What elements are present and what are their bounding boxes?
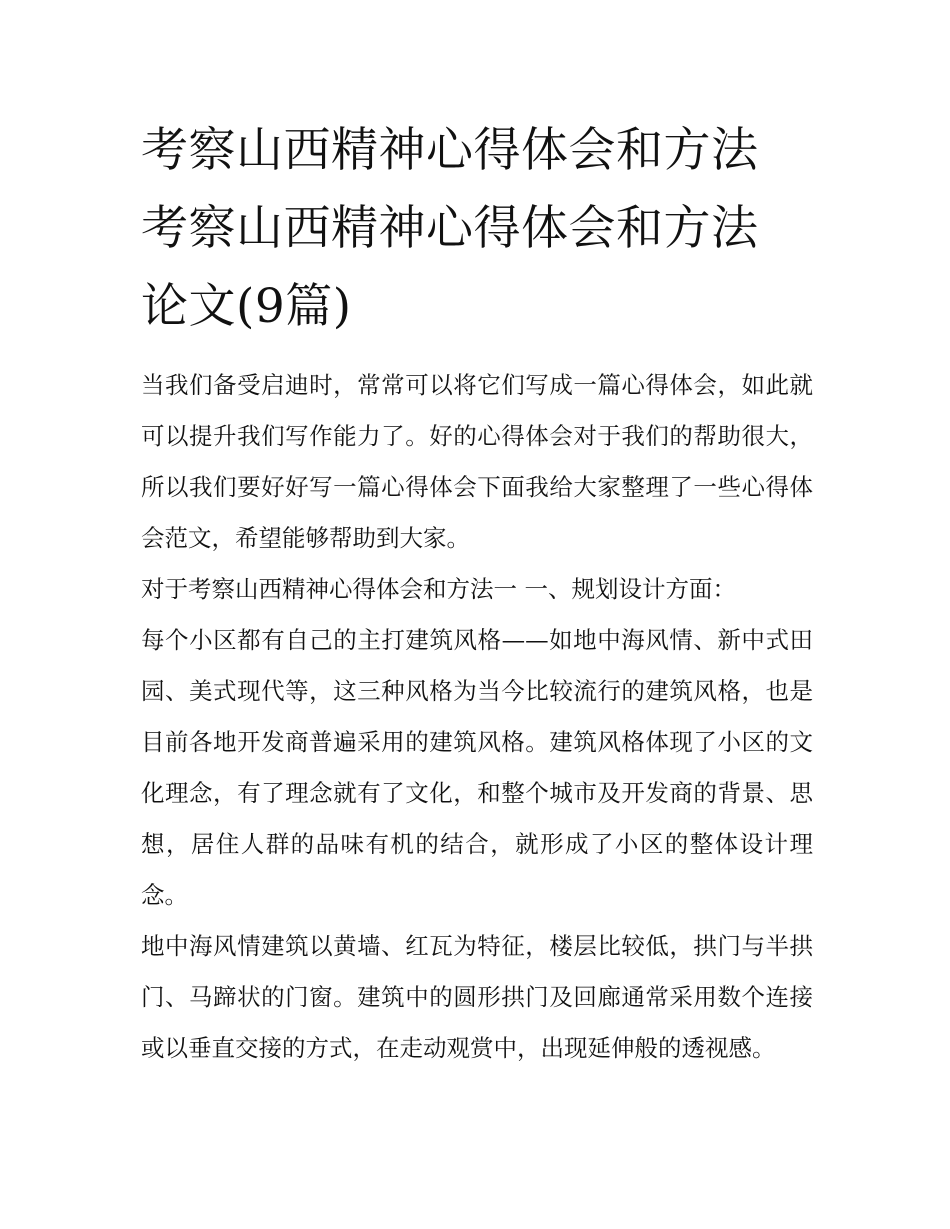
section-heading: 对于考察山西精神心得体会和方法一 一、规划设计方面： — [141, 575, 736, 603]
body-paragraph: 每个小区都有自己的主打建筑风格——如地中海风情、新中式田园、美式现代等，这三种风格为当今比较流行的建筑风格，也是目前各地开发商普遍采用的建筑风格。建筑风格体现了小区的文化理念，有了理念就有了文化，和整个城市及开发商的背景、思想，居住人群的品味有机的结合，就形成了小区的整体设计理念。 — [141, 626, 813, 909]
title-line-3: 论文(9篇) — [141, 279, 352, 334]
document-title — [141, 112, 813, 346]
title-line-1: 考察山西精神心得体会和方法 — [141, 123, 759, 178]
intro-paragraph: 当我们备受启迪时，常常可以将它们写成一篇心得体会，如此就可以提升我们写作能力了。好的心得体会对于我们的帮助很大，所以我们要好好写一篇心得体会下面我给大家整理了一些心得体会范文，希望能够帮助到大家。 — [141, 371, 813, 552]
body-paragraph: 地中海风情建筑以黄墙、红瓦为特征，楼层比较低，拱门与半拱门、马蹄状的门窗。建筑中的圆形拱门及回廊通常采用数个连接或以垂直交接的方式，在走动观赏中，出现延伸般的透视感。 — [141, 932, 813, 1062]
document-page — [141, 112, 813, 1074]
title-line-2: 考察山西精神心得体会和方法 — [141, 201, 759, 256]
